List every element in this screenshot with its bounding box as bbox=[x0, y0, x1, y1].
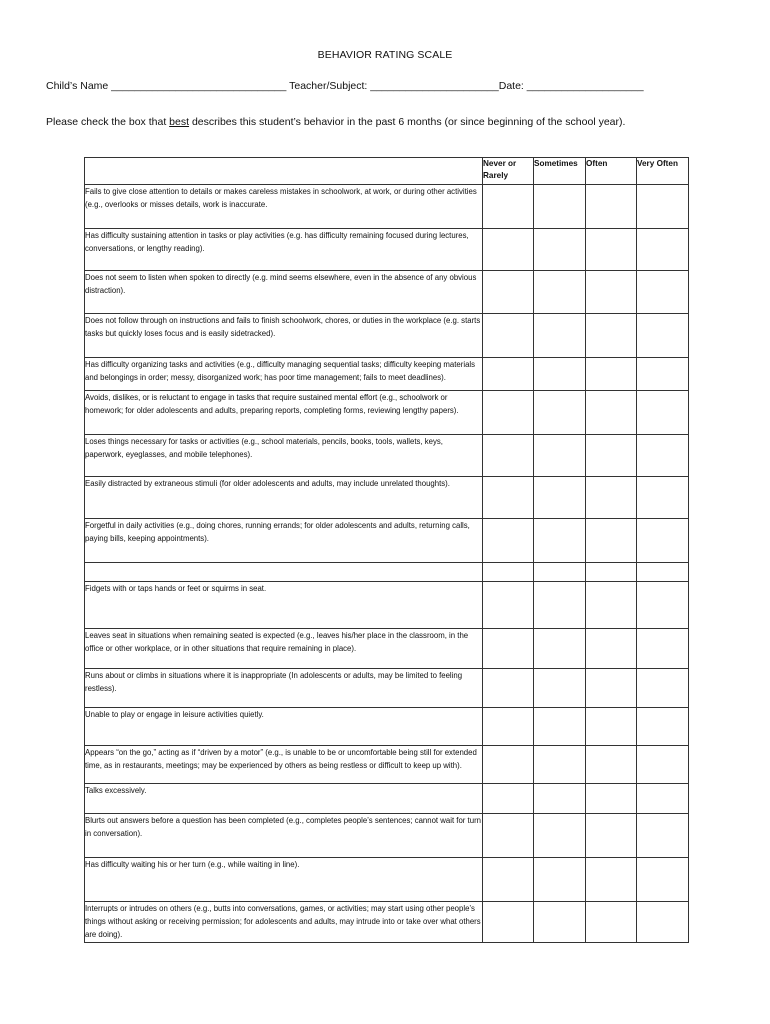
checkbox-never-or-rarely[interactable] bbox=[483, 858, 534, 902]
table-row bbox=[85, 708, 689, 746]
checkbox-sometimes[interactable] bbox=[534, 358, 586, 391]
checkbox-never-or-rarely[interactable] bbox=[483, 563, 534, 582]
behavior-item: Blurts out answers before a question has been completed (e.g., completes people’s sentences; cannot wait for turn in conversation). bbox=[85, 814, 483, 858]
checkbox-sometimes[interactable] bbox=[534, 391, 586, 435]
checkbox-often[interactable] bbox=[586, 746, 637, 784]
table-row bbox=[85, 229, 689, 271]
table-row bbox=[85, 314, 689, 358]
behavior-item: Easily distracted by extraneous stimuli (for older adolescents and adults, may include unrelated thoughts). bbox=[85, 477, 483, 519]
checkbox-often[interactable] bbox=[586, 582, 637, 629]
checkbox-sometimes[interactable] bbox=[534, 784, 586, 814]
checkbox-very-often[interactable] bbox=[637, 708, 689, 746]
checkbox-sometimes[interactable] bbox=[534, 708, 586, 746]
checkbox-very-often[interactable] bbox=[637, 477, 689, 519]
behavior-item: Unable to play or engage in leisure activities quietly. bbox=[85, 708, 483, 746]
behavior-item: Avoids, dislikes, or is reluctant to engage in tasks that require sustained mental effort (e.g., schoolwork or homework; for older adolescents and adults, preparing reports, completing forms, reviewing lengthy papers). bbox=[85, 391, 483, 435]
checkbox-very-often[interactable] bbox=[637, 629, 689, 669]
checkbox-sometimes[interactable] bbox=[534, 858, 586, 902]
checkbox-sometimes[interactable] bbox=[534, 229, 586, 271]
rating-body bbox=[85, 185, 689, 943]
table-row bbox=[85, 902, 689, 943]
instructions-before: Please check the box that bbox=[46, 116, 170, 128]
checkbox-very-often[interactable] bbox=[637, 563, 689, 582]
checkbox-very-often[interactable] bbox=[637, 435, 689, 477]
checkbox-often[interactable] bbox=[586, 519, 637, 563]
checkbox-very-often[interactable] bbox=[637, 229, 689, 271]
checkbox-very-often[interactable] bbox=[637, 902, 689, 943]
checkbox-never-or-rarely[interactable] bbox=[483, 358, 534, 391]
behavior-item: Talks excessively. bbox=[85, 784, 483, 814]
checkbox-often[interactable] bbox=[586, 629, 637, 669]
checkbox-often[interactable] bbox=[586, 229, 637, 271]
checkbox-often[interactable] bbox=[586, 185, 637, 229]
table-row bbox=[85, 391, 689, 435]
checkbox-sometimes[interactable] bbox=[534, 746, 586, 784]
checkbox-often[interactable] bbox=[586, 477, 637, 519]
checkbox-very-often[interactable] bbox=[637, 271, 689, 314]
behavior-item: Appears “on the go,” acting as if “driven by a motor” (e.g., is unable to be or uncomfortable being still for extended time, as in restaurants, meetings; may be experienced by others as being restless or difficult to keep up with). bbox=[85, 746, 483, 784]
child-name-label: Child’s Name bbox=[46, 80, 109, 92]
rating-table bbox=[84, 157, 689, 943]
checkbox-often[interactable] bbox=[586, 358, 637, 391]
checkbox-sometimes[interactable] bbox=[534, 271, 586, 314]
teacher-subject-label: Teacher/Subject: bbox=[289, 80, 368, 92]
checkbox-often[interactable] bbox=[586, 708, 637, 746]
table-row bbox=[85, 185, 689, 229]
table-row bbox=[85, 582, 689, 629]
checkbox-never-or-rarely[interactable] bbox=[483, 477, 534, 519]
table-row bbox=[85, 746, 689, 784]
checkbox-often[interactable] bbox=[586, 669, 637, 708]
checkbox-never-or-rarely[interactable] bbox=[483, 784, 534, 814]
checkbox-very-often[interactable] bbox=[637, 784, 689, 814]
checkbox-very-often[interactable] bbox=[637, 858, 689, 902]
instructions-after: describes this student’s behavior in the past 6 months (or since beginning of the school year). bbox=[189, 116, 626, 128]
table-row bbox=[85, 358, 689, 391]
checkbox-often[interactable] bbox=[586, 563, 637, 582]
checkbox-never-or-rarely[interactable] bbox=[483, 814, 534, 858]
checkbox-sometimes[interactable] bbox=[534, 669, 586, 708]
header-often: Often bbox=[586, 158, 637, 185]
behavior-item: Interrupts or intrudes on others (e.g., butts into conversations, games, or activities; may start using other people’s things without asking or receiving permission; for adolescents and adults, may intrude into or take over what others are doing). bbox=[85, 902, 483, 943]
checkbox-sometimes[interactable] bbox=[534, 629, 586, 669]
checkbox-very-often[interactable] bbox=[637, 519, 689, 563]
date-label: Date: bbox=[498, 80, 524, 92]
checkbox-sometimes[interactable] bbox=[534, 314, 586, 358]
checkbox-never-or-rarely[interactable] bbox=[483, 185, 534, 229]
behavior-item: Fidgets with or taps hands or feet or squirms in seat. bbox=[85, 582, 483, 629]
header-very-often: Very Often bbox=[637, 158, 689, 185]
checkbox-very-often[interactable] bbox=[637, 314, 689, 358]
checkbox-sometimes[interactable] bbox=[534, 435, 586, 477]
checkbox-never-or-rarely[interactable] bbox=[483, 669, 534, 708]
behavior-item: Has difficulty organizing tasks and activities (e.g., difficulty managing sequential tasks; difficulty keeping materials and belongings in order; messy, disorganized work; has poor time management; fails to meet deadlines). bbox=[85, 358, 483, 391]
date-field[interactable]: ____________________ bbox=[526, 80, 644, 92]
table-row bbox=[85, 669, 689, 708]
checkbox-sometimes[interactable] bbox=[534, 902, 586, 943]
header-never-or-rarely: Never or Rarely bbox=[483, 158, 534, 185]
teacher-subject-field[interactable]: ______________________ bbox=[370, 80, 499, 92]
checkbox-sometimes[interactable] bbox=[534, 814, 586, 858]
info-line bbox=[46, 80, 736, 92]
behavior-item: Has difficulty sustaining attention in tasks or play activities (e.g. has difficulty remaining focused during lectures, conversations, or lengthy reading). bbox=[85, 229, 483, 271]
checkbox-never-or-rarely[interactable] bbox=[483, 271, 534, 314]
table-row bbox=[85, 563, 689, 582]
header-row bbox=[85, 158, 689, 185]
checkbox-sometimes[interactable] bbox=[534, 185, 586, 229]
table-row bbox=[85, 435, 689, 477]
behavior-item: Loses things necessary for tasks or activities (e.g., school materials, pencils, books, tools, wallets, keys, paperwork, eyeglasses, and mobile telephones). bbox=[85, 435, 483, 477]
table-row bbox=[85, 519, 689, 563]
table-row bbox=[85, 814, 689, 858]
checkbox-very-often[interactable] bbox=[637, 185, 689, 229]
header-item-column bbox=[85, 158, 483, 185]
checkbox-often[interactable] bbox=[586, 858, 637, 902]
checkbox-never-or-rarely[interactable] bbox=[483, 582, 534, 629]
table-row bbox=[85, 629, 689, 669]
form-title: BEHAVIOR RATING SCALE bbox=[317, 49, 453, 61]
instructions bbox=[46, 116, 746, 128]
checkbox-often[interactable] bbox=[586, 391, 637, 435]
checkbox-often[interactable] bbox=[586, 271, 637, 314]
checkbox-never-or-rarely[interactable] bbox=[483, 519, 534, 563]
checkbox-sometimes[interactable] bbox=[534, 563, 586, 582]
behavior-item: Has difficulty waiting his or her turn (e.g., while waiting in line). bbox=[85, 858, 483, 902]
checkbox-never-or-rarely[interactable] bbox=[483, 229, 534, 271]
checkbox-very-often[interactable] bbox=[637, 391, 689, 435]
checkbox-never-or-rarely[interactable] bbox=[483, 435, 534, 477]
checkbox-never-or-rarely[interactable] bbox=[483, 902, 534, 943]
checkbox-often[interactable] bbox=[586, 314, 637, 358]
child-name-field[interactable]: ______________________________ bbox=[111, 80, 287, 92]
table-row bbox=[85, 477, 689, 519]
checkbox-sometimes[interactable] bbox=[534, 582, 586, 629]
behavior-item: Does not follow through on instructions and fails to finish schoolwork, chores, or duties in the workplace (e.g. starts tasks but quickly loses focus and is easily sidetracked). bbox=[85, 314, 483, 358]
table-row bbox=[85, 271, 689, 314]
checkbox-very-often[interactable] bbox=[637, 814, 689, 858]
behavior-item: Fails to give close attention to details or makes careless mistakes in schoolwork, at work, or during other activities (e.g., overlooks or misses details, work is inaccurate. bbox=[85, 185, 483, 229]
behavior-item: Leaves seat in situations when remaining seated is expected (e.g., leaves his/her place in the classroom, in the office or other workplace, or in other situations that require remaining in place). bbox=[85, 629, 483, 669]
checkbox-very-often[interactable] bbox=[637, 358, 689, 391]
checkbox-never-or-rarely[interactable] bbox=[483, 629, 534, 669]
header-sometimes: Sometimes bbox=[534, 158, 586, 185]
table-row bbox=[85, 858, 689, 902]
checkbox-often[interactable] bbox=[586, 784, 637, 814]
checkbox-very-often[interactable] bbox=[637, 746, 689, 784]
behavior-item: Forgetful in daily activities (e.g., doing chores, running errands; for older adolescents and adults, returning calls, paying bills, keeping appointments). bbox=[85, 519, 483, 563]
instructions-emphasis: best bbox=[169, 116, 190, 128]
behavior-item bbox=[85, 563, 483, 582]
behavior-item: Does not seem to listen when spoken to directly (e.g. mind seems elsewhere, even in the absence of any obvious distraction). bbox=[85, 271, 483, 314]
table-row bbox=[85, 784, 689, 814]
checkbox-never-or-rarely[interactable] bbox=[483, 708, 534, 746]
checkbox-sometimes[interactable] bbox=[534, 477, 586, 519]
checkbox-never-or-rarely[interactable] bbox=[483, 391, 534, 435]
behavior-item: Runs about or climbs in situations where it is inappropriate (In adolescents or adults, may be limited to feeling restless). bbox=[85, 669, 483, 708]
checkbox-never-or-rarely[interactable] bbox=[483, 746, 534, 784]
checkbox-never-or-rarely[interactable] bbox=[483, 314, 534, 358]
checkbox-often[interactable] bbox=[586, 902, 637, 943]
checkbox-often[interactable] bbox=[586, 814, 637, 858]
checkbox-sometimes[interactable] bbox=[534, 519, 586, 563]
checkbox-often[interactable] bbox=[586, 435, 637, 477]
checkbox-very-often[interactable] bbox=[637, 669, 689, 708]
checkbox-very-often[interactable] bbox=[637, 582, 689, 629]
